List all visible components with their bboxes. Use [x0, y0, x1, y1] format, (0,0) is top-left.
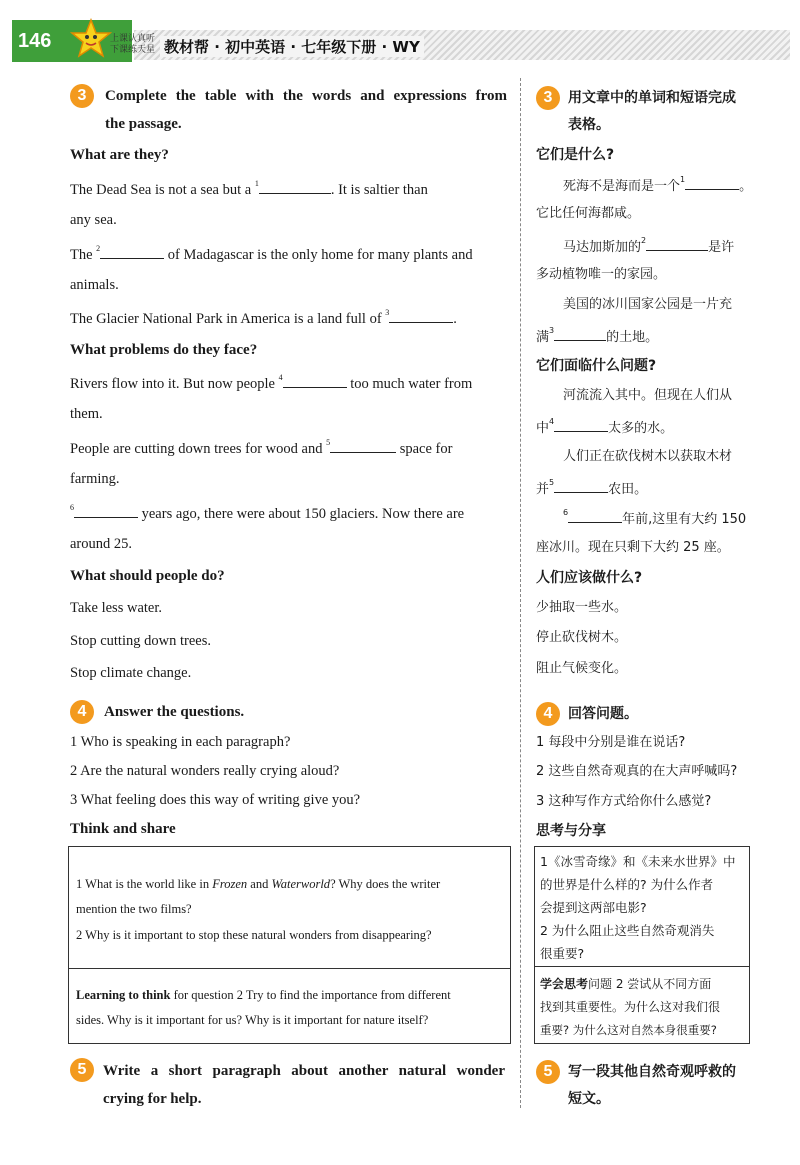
- blank-2[interactable]: [100, 244, 164, 259]
- section-3-badge: 3: [70, 84, 94, 108]
- p2-line1: [70, 244, 473, 264]
- question-3: 3 What feeling does this way of writing give you?: [70, 792, 361, 808]
- p1-line1: [70, 179, 428, 199]
- cn-think-line-3: 会提到这两部电影?: [540, 900, 647, 915]
- p1-text-b: . It is saltier than: [330, 182, 428, 198]
- heading-problems-cn: 它们面临什么问题?: [536, 358, 657, 374]
- think-box-cn-separator: [534, 966, 750, 967]
- section-5-title-line1: Write a short paragraph about another natural wonder: [103, 1063, 505, 1079]
- cn-line-1-text: 死海不是海而是一个: [563, 179, 681, 194]
- section-5-title-line2: crying for help.: [103, 1091, 202, 1107]
- heading-what-are-they-cn: 它们是什么?: [536, 147, 615, 163]
- p5-line2: farming.: [70, 471, 120, 487]
- blank-3[interactable]: [389, 308, 453, 323]
- blank-number-4: 4: [278, 373, 283, 382]
- cn-line-8-text-a: 中: [536, 421, 550, 436]
- cn-answer-2: 停止砍伐树木。: [536, 630, 628, 645]
- think-q1-line2: mention the two films?: [76, 902, 192, 916]
- section-5-title-cn-line1: 写一段其他自然奇观呼救的: [568, 1064, 736, 1080]
- slogan-line-1: 上课认真听: [110, 34, 156, 44]
- cn-learning-label: 学会思考: [540, 977, 589, 991]
- think-q1-text-b: ? Why does the writer: [330, 877, 441, 891]
- answer-line-3: Stop climate change.: [70, 665, 192, 681]
- cn-blank-3[interactable]: [554, 326, 606, 341]
- section-3-title-line1: Complete the table with the words and expressions from: [105, 88, 507, 104]
- p5-text-b: space for: [399, 441, 453, 457]
- cn-line-3-end: 是许: [708, 240, 735, 255]
- p5-line1: [70, 438, 452, 458]
- cn-learning-line-2: 找到其重要性。为什么这对我们很: [540, 1000, 721, 1014]
- film-frozen: Frozen: [212, 877, 248, 891]
- blank-number-2: 2: [96, 244, 101, 253]
- p6-line1: [70, 503, 464, 523]
- blank-number-3: 3: [385, 308, 390, 317]
- cn-line-9: 人们正在砍伐树木以获取木材: [563, 449, 733, 464]
- cn-answer-1: 少抽取一些水。: [536, 600, 628, 615]
- think-and-share-title: Think and share: [70, 821, 176, 837]
- cn-line-12: 座冰川。现在只剩下大约 25 座。: [536, 540, 730, 555]
- slogan-line-2: 下课练天星: [110, 45, 156, 55]
- cn-think-line-4: 2 为什么阻止这些自然奇观消失: [540, 923, 715, 938]
- p4-line2: them.: [70, 406, 103, 422]
- cn-line-1-end: 。: [739, 179, 753, 194]
- section-3-title-cn-line1: 用文章中的单词和短语完成: [568, 90, 736, 106]
- star-mascot-icon: [70, 18, 112, 60]
- think-and-share-title-cn: 思考与分享: [536, 823, 606, 839]
- cn-line-8: [536, 417, 673, 438]
- cn-learning-line-1: [540, 975, 711, 993]
- cn-line-2: 它比任何海都咸。: [536, 206, 641, 221]
- p6-line2: around 25.: [70, 536, 133, 552]
- page-number: 146: [18, 30, 52, 52]
- cn-blank-5[interactable]: [554, 478, 608, 493]
- cn-line-11: [563, 508, 746, 529]
- p6-text-b: years ago, there were about 150 glaciers. Now there are: [141, 506, 465, 522]
- think-q2: 2 Why is it important to stop these natural wonders from disappearing?: [76, 928, 432, 942]
- answer-line-2: Stop cutting down trees.: [70, 633, 211, 649]
- cn-line-10: [536, 478, 647, 499]
- section-4-title-cn: 回答问题。: [568, 706, 638, 722]
- cn-line-6-text-b: 的土地。: [606, 330, 659, 345]
- section-5-title-cn-line2: 短文。: [568, 1091, 610, 1107]
- section-3-title-line2: the passage.: [105, 116, 182, 132]
- p2-text-b: of Madagascar is the only home for many plants and: [167, 247, 473, 263]
- p1-text-a: The Dead Sea is not a sea but a: [70, 182, 252, 198]
- cn-blank-1[interactable]: [685, 175, 739, 190]
- cn-blank-number-4: 4: [549, 417, 555, 426]
- p4-text-b: too much water from: [350, 376, 473, 392]
- cn-blank-2[interactable]: [646, 236, 708, 251]
- heading-what-are-they: What are they?: [70, 147, 169, 163]
- heading-what-should: What should people do?: [70, 568, 225, 584]
- heading-what-should-cn: 人们应该做什么?: [536, 570, 643, 586]
- p2-text-a: The: [70, 247, 93, 263]
- cn-blank-number-3: 3: [549, 326, 555, 335]
- section-4-badge: 4: [70, 700, 94, 724]
- cn-line-7: 河流流入其中。但现在人们从: [563, 388, 733, 403]
- question-2: 2 Are the natural wonders really crying aloud?: [70, 763, 340, 779]
- cn-line-11-text-b: 年前,这里有大约 150: [622, 512, 747, 527]
- p3-line1: [70, 308, 457, 328]
- learning-to-think-label: Learning to think: [76, 988, 171, 1002]
- think-box-separator: [68, 968, 511, 969]
- cn-think-line-5: 很重要?: [540, 946, 585, 961]
- page-header: [0, 0, 800, 68]
- cn-answer-3: 阻止气候变化。: [536, 661, 628, 676]
- cn-think-line-1: 1《冰雪奇缘》和《未来水世界》中: [540, 854, 736, 869]
- learning-to-think-line1: [76, 987, 451, 1003]
- cn-blank-number-5: 5: [549, 478, 555, 487]
- p2-line2: animals.: [70, 277, 119, 293]
- section-3-badge-cn: 3: [536, 86, 560, 110]
- think-q1-and: and: [250, 877, 269, 891]
- film-waterworld: Waterworld: [271, 877, 331, 891]
- think-q1-line1: [76, 876, 440, 892]
- section-5-badge: 5: [70, 1058, 94, 1082]
- blank-number-5: 5: [326, 438, 331, 447]
- cn-line-8-text-b: 太多的水。: [608, 421, 674, 436]
- p4-text-a: Rivers flow into it. But now people: [70, 376, 275, 392]
- cn-line-6: [536, 326, 658, 347]
- cn-line-4: 多动植物唯一的家园。: [536, 267, 667, 282]
- heading-problems: What problems do they face?: [70, 342, 258, 358]
- p3-text-a: The Glacier National Park in America is a land full of: [70, 311, 382, 327]
- cn-line-5: 美国的冰川国家公园是一片充: [563, 297, 733, 312]
- cn-question-1: 1 每段中分别是谁在说话?: [536, 735, 686, 750]
- blank-number-1: 1: [254, 179, 259, 188]
- question-1: 1 Who is speaking in each paragraph?: [70, 734, 291, 750]
- p3-text-b: .: [453, 311, 457, 327]
- cn-blank-number-2: 2: [641, 236, 647, 245]
- p5-text-a: People are cutting down trees for wood and: [70, 441, 323, 457]
- blank-5[interactable]: [330, 438, 396, 453]
- cn-question-2: 2 这些自然奇观真的在大声呼喊吗?: [536, 764, 738, 779]
- section-5-badge-cn: 5: [536, 1060, 560, 1084]
- cn-think-line-2: 的世界是什么样的? 为什么作者: [540, 877, 714, 892]
- book-title: 教材帮 · 初中英语 · 七年级下册 · WY: [160, 36, 424, 57]
- think-q1-text-a: 1 What is the world like in: [76, 877, 210, 891]
- cn-line-10-text-b: 农田。: [608, 482, 648, 497]
- cn-line-3: [563, 236, 734, 257]
- cn-line-1: [563, 175, 752, 196]
- section-4-badge-cn: 4: [536, 702, 560, 726]
- cn-question-3: 3 这种写作方式给你什么感觉?: [536, 794, 712, 809]
- cn-blank-4[interactable]: [554, 417, 608, 432]
- column-divider: [520, 78, 521, 1108]
- learning-to-think-text-1: for question 2 Try to find the importance from different: [173, 988, 451, 1002]
- p1-line2: any sea.: [70, 212, 117, 228]
- cn-learning-text-1: 问题 2 尝试从不同方面: [588, 977, 712, 991]
- cn-blank-number-6: 6: [563, 508, 569, 517]
- blank-6[interactable]: [74, 503, 138, 518]
- cn-blank-6[interactable]: [568, 508, 622, 523]
- answer-line-1: Take less water.: [70, 600, 162, 616]
- cn-line-3-text: 马达加斯加的: [563, 240, 642, 255]
- p4-line1: [70, 373, 472, 393]
- blank-number-6: 6: [70, 503, 74, 512]
- section-4-title: Answer the questions.: [104, 704, 245, 720]
- cn-blank-number-1: 1: [680, 175, 686, 184]
- learning-to-think-line2: sides. Why is it important for us? Why is it important for nature itself?: [76, 1013, 429, 1027]
- blank-1[interactable]: [259, 179, 331, 194]
- cn-line-6-text-a: 满: [536, 330, 550, 345]
- cn-line-10-text-a: 并: [536, 482, 550, 497]
- header-slogan: [110, 34, 155, 56]
- cn-learning-line-3: 重要? 为什么这对自然本身很重要?: [540, 1023, 717, 1037]
- section-3-title-cn-line2: 表格。: [568, 117, 610, 133]
- blank-4[interactable]: [283, 373, 347, 388]
